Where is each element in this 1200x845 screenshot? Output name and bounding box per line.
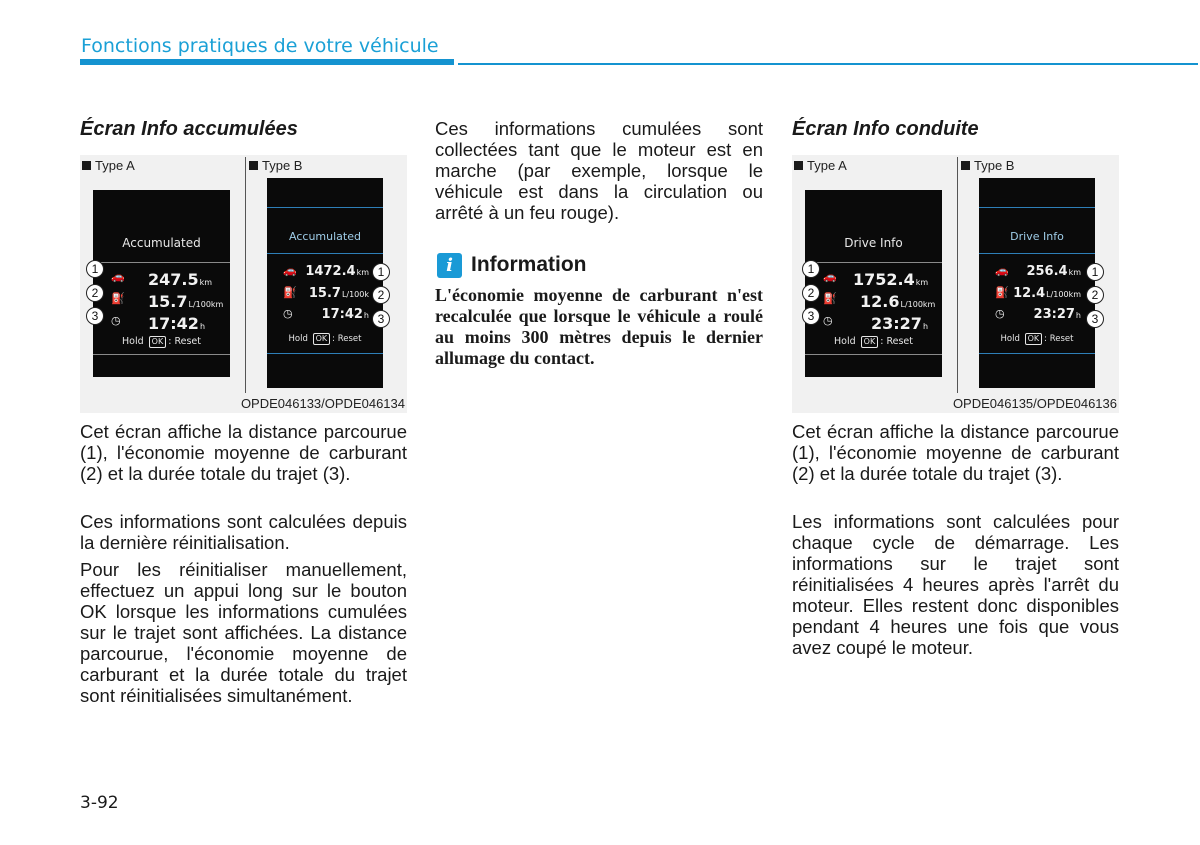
type-a-label: Type A	[82, 158, 135, 173]
screen-divider	[805, 354, 942, 355]
screen-divider	[267, 253, 383, 254]
figure-divider	[957, 157, 958, 393]
clock-icon: ◷	[283, 307, 293, 320]
screen-title: Drive Info	[844, 236, 903, 250]
figure-code: OPDE046133/OPDE046134	[240, 396, 405, 411]
cluster-screen-type-a: Drive Info 🚗 1752.4km ⛽ 12.6L/100km ◷ 23:27h Hold OK : Reset	[805, 190, 942, 377]
fuel-pump-icon: ⛽	[995, 286, 1009, 299]
paragraph: Pour les réinitialiser manuellement, effectuez un appui long sur le bouton OK lorsque les informations cumulées sur le trajet sont affichées. La distance parcourue, l'économie moyenne de carburant et la durée totale du trajet sont réinitialisées simultanément.	[80, 559, 407, 706]
clock-icon: ◷	[995, 307, 1005, 320]
paragraph: Ces informations cumulées sont collectées tant que le moteur est en marche (par exemple, lorsque le véhicule est dans la circulation ou arrêté à un feu rouge).	[435, 118, 763, 223]
callout-3: 3	[86, 307, 104, 325]
type-b-label: Type B	[249, 158, 302, 173]
fuel-pump-icon: ⛽	[283, 286, 297, 299]
car-icon: 🚗	[283, 264, 297, 277]
paragraph: Cet écran affiche la distance parcourue (1), l'économie moyenne de carburant (2) et la durée totale du trajet (3).	[80, 421, 407, 484]
screen-divider	[93, 262, 230, 263]
hold-ok-reset-hint: Hold OK : Reset	[288, 334, 362, 344]
screen-divider	[267, 353, 383, 354]
info-note: L'économie moyenne de carburant n'est recalculée que lorsque le véhicule a roulé au moins 300 mètres depuis le dernier allumage du contact.	[435, 285, 763, 368]
cluster-screen-type-b: Drive Info 🚗 256.4km ⛽ 12.4L/100km ◷ 23:27h Hold OK : Reset	[979, 178, 1095, 388]
callout-3: 3	[372, 310, 390, 328]
type-b-label: Type B	[961, 158, 1014, 173]
callout-1: 1	[802, 260, 820, 278]
car-icon: 🚗	[111, 270, 125, 283]
screen-divider	[979, 353, 1095, 354]
screen-divider	[979, 253, 1095, 254]
info-icon: i	[437, 253, 462, 278]
header-rule-thin	[458, 63, 1198, 65]
car-icon: 🚗	[995, 264, 1009, 277]
figure-drive-info	[792, 155, 1119, 413]
page-number: 3-92	[80, 793, 119, 813]
figure-divider	[245, 157, 246, 393]
figure-accumulated	[80, 155, 407, 413]
paragraph: Les informations sont calculées pour chaque cycle de démarrage. Les informations sur le trajet sont réinitialisées 4 heures après l'arrêt du moteur. Elles restent donc disponibles pendant 4 heures une fois que vous avez coupé le moteur.	[792, 511, 1119, 658]
cluster-screen-type-b: Accumulated 🚗 1472.4km ⛽ 15.7L/100k ◷ 17:42h Hold OK : Reset	[267, 178, 383, 388]
clock-icon: ◷	[823, 314, 833, 327]
callout-1: 1	[86, 260, 104, 278]
callout-1: 1	[372, 263, 390, 281]
callout-2: 2	[1086, 286, 1104, 304]
chapter-title: Fonctions pratiques de votre véhicule	[81, 35, 439, 57]
hold-ok-reset-hint: Hold OK : Reset	[122, 336, 201, 347]
paragraph: Ces informations sont calculées depuis la dernière réinitialisation.	[80, 511, 407, 553]
info-title: Information	[471, 253, 587, 276]
figure-code: OPDE046135/OPDE046136	[952, 396, 1117, 411]
car-icon: 🚗	[823, 270, 837, 283]
section-title-accumulated: Écran Info accumulées	[80, 118, 298, 140]
header-rule-thick	[80, 59, 454, 65]
screen-title: Accumulated	[122, 236, 201, 250]
fuel-pump-icon: ⛽	[823, 292, 837, 305]
callout-2: 2	[86, 284, 104, 302]
screen-divider	[267, 207, 383, 208]
cluster-screen-type-a: Accumulated 🚗 247.5km ⛽ 15.7L/100km ◷ 17:42h Hold OK : Reset	[93, 190, 230, 377]
paragraph: Cet écran affiche la distance parcourue (1), l'économie moyenne de carburant (2) et la durée totale du trajet (3).	[792, 421, 1119, 484]
callout-3: 3	[802, 307, 820, 325]
hold-ok-reset-hint: Hold OK : Reset	[834, 336, 913, 347]
hold-ok-reset-hint: Hold OK : Reset	[1000, 334, 1074, 344]
screen-title: Accumulated	[289, 230, 361, 243]
screen-title: Drive Info	[1010, 230, 1064, 243]
type-a-label: Type A	[794, 158, 847, 173]
callout-1: 1	[1086, 263, 1104, 281]
callout-2: 2	[802, 284, 820, 302]
clock-icon: ◷	[111, 314, 121, 327]
section-title-drive-info: Écran Info conduite	[792, 118, 979, 140]
screen-divider	[979, 207, 1095, 208]
screen-divider	[805, 262, 942, 263]
callout-3: 3	[1086, 310, 1104, 328]
screen-divider	[93, 354, 230, 355]
callout-2: 2	[372, 286, 390, 304]
fuel-pump-icon: ⛽	[111, 292, 125, 305]
